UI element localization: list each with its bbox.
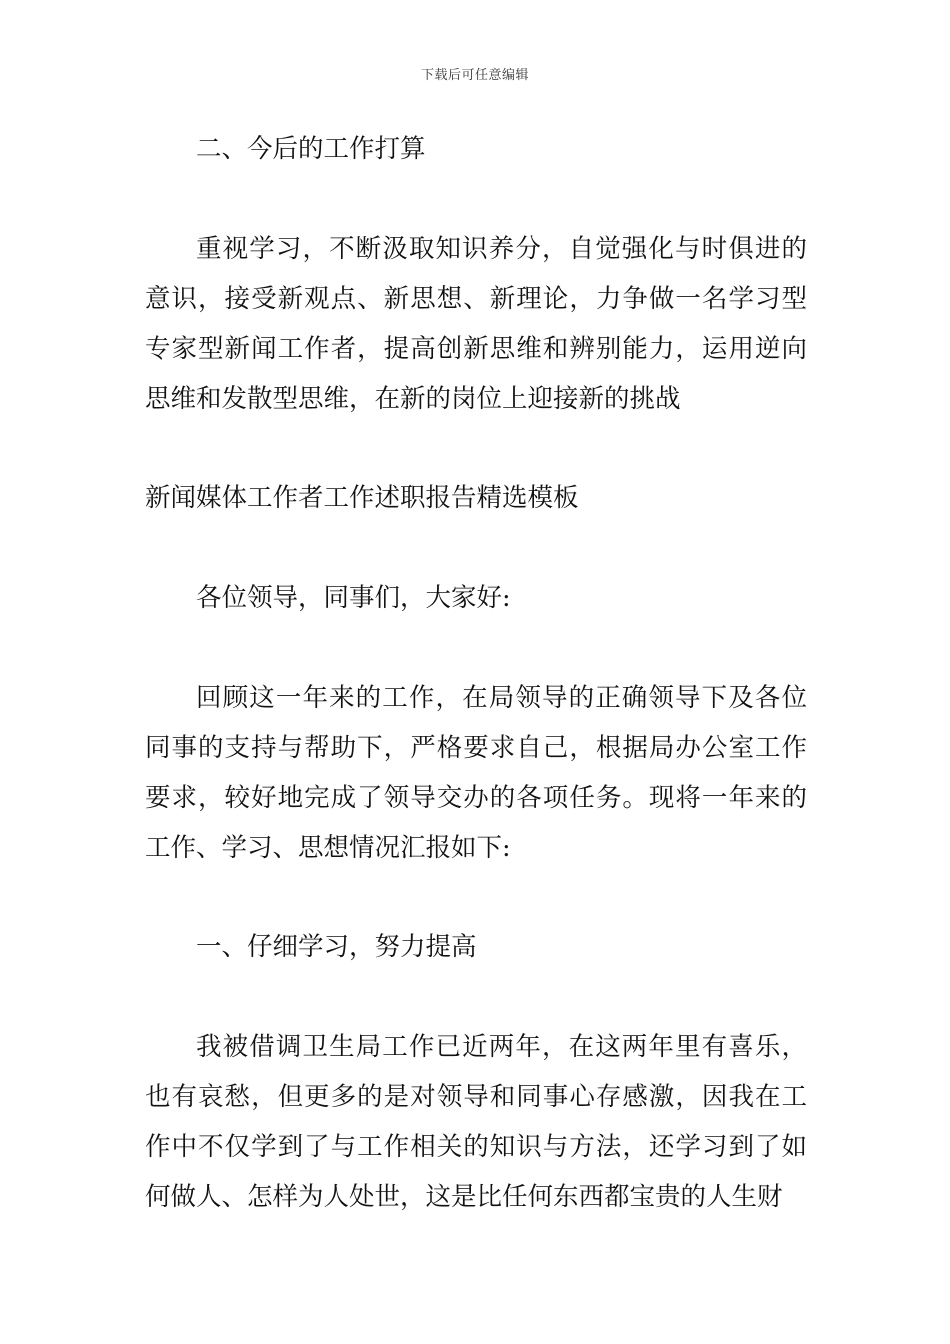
- paragraph-review: 回顾这一年来的工作，在局领导的正确领导下及各位同事的支持与帮助下，严格要求自己，根据局办公室工作要求，较好地完成了领导交办的各项任务。现将一年来的工作、学习、思想情况汇报如下:: [145, 683, 807, 863]
- document-title: 新闻媒体工作者工作述职报告精选模板: [145, 483, 579, 513]
- greeting: 各位领导，同事们，大家好:: [196, 583, 511, 613]
- paragraph-secondment: 我被借调卫生局工作已近两年，在这两年里有喜乐，也有哀愁，但更多的是对领导和同事心存感激，因我在工作中不仅学到了与工作相关的知识与方法，还学习到了如何做人、怎样为人处世，这是比任何东西都宝贵的人生财: [145, 1032, 807, 1212]
- section-heading-plans: 二、今后的工作打算: [196, 134, 426, 164]
- section-heading-study: 一、仔细学习，努力提高: [196, 932, 477, 962]
- header-note: 下载后可任意编辑: [420, 68, 529, 83]
- paragraph-study-intro: 重视学习，不断汲取知识养分，自觉强化与时俱进的意识，接受新观点、新思想、新理论，力争做一名学习型专家型新闻工作者，提高创新思维和辨别能力，运用逆向思维和发散型思维，在新的岗位上迎接新的挑战: [145, 234, 807, 414]
